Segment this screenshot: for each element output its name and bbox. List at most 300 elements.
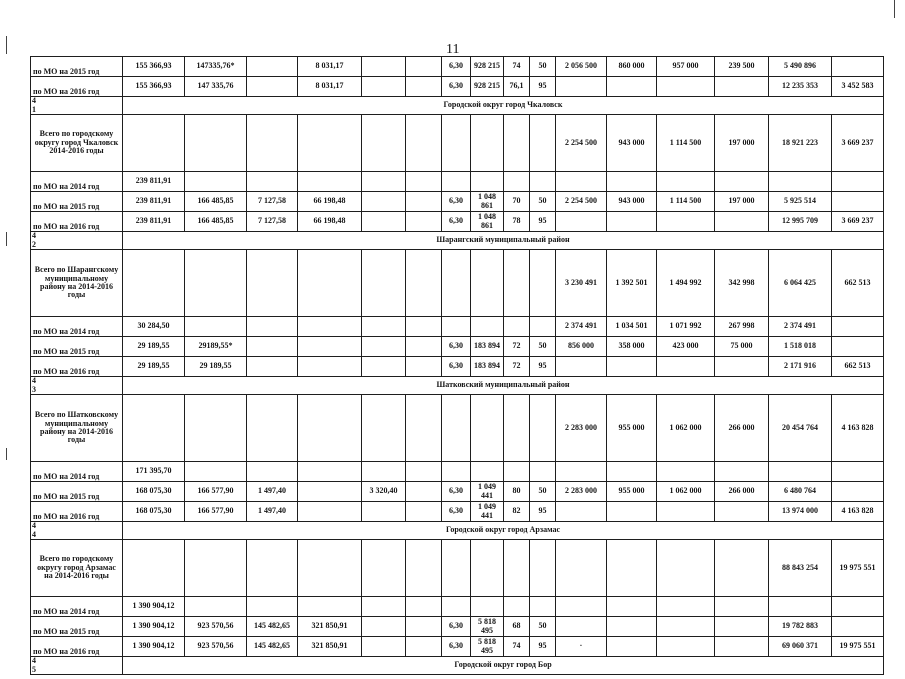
value-cell: 95: [530, 357, 556, 377]
value-cell: 342 998: [715, 250, 769, 317]
value-cell: [556, 462, 607, 482]
value-cell: 2 374 491: [556, 317, 607, 337]
value-cell: 1 494 992: [657, 250, 715, 317]
value-cell: [406, 337, 442, 357]
value-cell: 3 669 237: [832, 115, 884, 172]
value-cell: 1 071 992: [657, 317, 715, 337]
value-cell: 3 320,40: [362, 482, 406, 502]
section-code-digit: 4: [32, 657, 121, 665]
value-cell: 3 452 583: [832, 77, 884, 97]
value-cell: 1 497,40: [247, 502, 298, 522]
value-cell: [362, 540, 406, 597]
table-row: [31, 597, 884, 617]
value-cell: [298, 597, 362, 617]
value-cell: 239 811,91: [123, 172, 185, 192]
value-cell: [832, 617, 884, 637]
value-cell: [185, 172, 247, 192]
value-cell: [504, 597, 530, 617]
value-cell: [832, 337, 884, 357]
value-cell: [715, 172, 769, 192]
value-cell: 6,30: [442, 617, 471, 637]
value-cell: [298, 462, 362, 482]
row-label-cell: по МО на 2014 год: [31, 317, 123, 337]
value-cell: [247, 357, 298, 377]
value-cell: 423 000: [657, 337, 715, 357]
value-cell: 171 395,70: [123, 462, 185, 482]
table-row: [31, 192, 884, 212]
value-cell: 166 485,85: [185, 192, 247, 212]
row-label-cell: по МО на 2014 год: [31, 597, 123, 617]
row-label-cell: Всего по Шатковскому муниципальному району на 2014-2016 годы: [31, 395, 123, 462]
value-cell: [832, 482, 884, 502]
value-cell: 6,30: [442, 357, 471, 377]
value-cell: [406, 462, 442, 482]
value-cell: [247, 597, 298, 617]
housing-program-table: [30, 56, 884, 679]
value-cell: [607, 172, 657, 192]
value-cell: [715, 462, 769, 482]
value-cell: [123, 395, 185, 462]
value-cell: 2 171 916: [769, 357, 832, 377]
value-cell: [247, 115, 298, 172]
value-cell: 266 000: [715, 482, 769, 502]
value-cell: [657, 540, 715, 597]
value-cell: 29189,55*: [185, 337, 247, 357]
row-label-cell: Всего по городскому округу город Чкаловск 2014-2016 годы: [31, 115, 123, 172]
value-cell: 5 818 495: [471, 637, 504, 657]
value-cell: [298, 482, 362, 502]
value-cell: [657, 502, 715, 522]
value-cell: 50: [530, 57, 556, 77]
value-cell: 70: [504, 192, 530, 212]
section-header-row: [31, 657, 884, 675]
value-cell: 6,30: [442, 337, 471, 357]
value-cell: [657, 357, 715, 377]
value-cell: [362, 597, 406, 617]
section-code: [31, 522, 123, 540]
value-cell: [556, 212, 607, 232]
value-cell: 3 669 237: [832, 212, 884, 232]
table-row: [31, 482, 884, 502]
value-cell: [471, 115, 504, 172]
value-cell: 166 577,90: [185, 502, 247, 522]
value-cell: [362, 77, 406, 97]
value-cell: 76,1: [504, 77, 530, 97]
value-cell: 1 390 904,12: [123, 617, 185, 637]
value-cell: 197 000: [715, 192, 769, 212]
value-cell: 74: [504, 637, 530, 657]
value-cell: 197 000: [715, 115, 769, 172]
table-row: [31, 317, 884, 337]
value-cell: [607, 77, 657, 97]
value-cell: [657, 77, 715, 97]
value-cell: [406, 115, 442, 172]
value-cell: [715, 77, 769, 97]
value-cell: 80: [504, 482, 530, 502]
row-label-cell: по МО на 2015 год: [31, 337, 123, 357]
value-cell: [530, 597, 556, 617]
value-cell: 168 075,30: [123, 482, 185, 502]
table-row: [31, 617, 884, 637]
value-cell: [298, 357, 362, 377]
value-cell: [715, 357, 769, 377]
value-cell: 5 818 495: [471, 617, 504, 637]
value-cell: 7 127,58: [247, 212, 298, 232]
value-cell: 239 811,91: [123, 212, 185, 232]
value-cell: [298, 250, 362, 317]
value-cell: [504, 462, 530, 482]
value-cell: [832, 597, 884, 617]
value-cell: 29 189,55: [123, 357, 185, 377]
value-cell: 95: [530, 637, 556, 657]
value-cell: [832, 192, 884, 212]
value-cell: [607, 597, 657, 617]
value-cell: [442, 597, 471, 617]
value-cell: 95: [530, 502, 556, 522]
value-cell: [247, 462, 298, 482]
value-cell: [123, 540, 185, 597]
value-cell: [530, 317, 556, 337]
section-code-digit: 4: [32, 97, 121, 105]
section-code-digit: 4: [32, 232, 121, 240]
binder-mark: [6, 232, 7, 246]
value-cell: 8 031,17: [298, 77, 362, 97]
value-cell: [769, 172, 832, 192]
value-cell: 5 925 514: [769, 192, 832, 212]
value-cell: 2 254 500: [556, 192, 607, 212]
row-label-cell: по МО на 2015 год: [31, 57, 123, 77]
section-code: [31, 97, 123, 115]
value-cell: 955 000: [607, 482, 657, 502]
value-cell: [471, 172, 504, 192]
value-cell: [362, 462, 406, 482]
value-cell: 166 577,90: [185, 482, 247, 502]
value-cell: [406, 317, 442, 337]
value-cell: [298, 540, 362, 597]
value-cell: [406, 250, 442, 317]
section-header-row: [31, 97, 884, 115]
value-cell: [406, 212, 442, 232]
value-cell: 6,30: [442, 637, 471, 657]
value-cell: 69 060 371: [769, 637, 832, 657]
value-cell: [530, 395, 556, 462]
value-cell: 72: [504, 337, 530, 357]
value-cell: 183 894: [471, 337, 504, 357]
value-cell: 12 235 353: [769, 77, 832, 97]
value-cell: [406, 192, 442, 212]
value-cell: [442, 172, 471, 192]
page-number: 11: [446, 42, 459, 58]
value-cell: 2 254 500: [556, 115, 607, 172]
value-cell: 95: [530, 77, 556, 97]
table-row: [31, 337, 884, 357]
value-cell: 955 000: [607, 395, 657, 462]
row-label-cell: по МО на 2016 год: [31, 637, 123, 657]
value-cell: 239 500: [715, 57, 769, 77]
value-cell: [607, 540, 657, 597]
value-cell: 168 075,30: [123, 502, 185, 522]
value-cell: [362, 357, 406, 377]
value-cell: [504, 317, 530, 337]
value-cell: 1 049 441: [471, 502, 504, 522]
value-cell: [442, 250, 471, 317]
value-cell: 6,30: [442, 77, 471, 97]
section-code: [31, 657, 123, 675]
value-cell: [556, 172, 607, 192]
section-code-digit: 5: [32, 666, 121, 674]
section-header-row: [31, 522, 884, 540]
value-cell: 943 000: [607, 115, 657, 172]
value-cell: 923 570,56: [185, 617, 247, 637]
value-cell: [657, 212, 715, 232]
value-cell: 147335,76*: [185, 57, 247, 77]
value-cell: 19 782 883: [769, 617, 832, 637]
value-cell: [657, 617, 715, 637]
table-row: [31, 502, 884, 522]
value-cell: [556, 617, 607, 637]
value-cell: 13 974 000: [769, 502, 832, 522]
value-cell: [607, 462, 657, 482]
value-cell: 1 048 861: [471, 192, 504, 212]
value-cell: [298, 317, 362, 337]
value-cell: [442, 462, 471, 482]
value-cell: 1 034 501: [607, 317, 657, 337]
value-cell: [362, 172, 406, 192]
value-cell: 2 283 000: [556, 482, 607, 502]
value-cell: 662 513: [832, 357, 884, 377]
value-cell: [298, 172, 362, 192]
value-cell: [406, 357, 442, 377]
value-cell: 30 284,50: [123, 317, 185, 337]
value-cell: 147 335,76: [185, 77, 247, 97]
value-cell: [247, 77, 298, 97]
value-cell: [715, 617, 769, 637]
value-cell: 1 392 501: [607, 250, 657, 317]
value-cell: [442, 395, 471, 462]
value-cell: [471, 597, 504, 617]
section-title: Шарангский муниципальный район: [123, 232, 884, 250]
value-cell: 1 390 904,12: [123, 637, 185, 657]
value-cell: 6 064 425: [769, 250, 832, 317]
section-code-digit: 4: [32, 377, 121, 385]
value-cell: 66 198,48: [298, 192, 362, 212]
value-cell: 239 811,91: [123, 192, 185, 212]
value-cell: [406, 172, 442, 192]
value-cell: [471, 250, 504, 317]
row-label-cell: по МО на 2015 год: [31, 482, 123, 502]
value-cell: [471, 317, 504, 337]
value-cell: 856 000: [556, 337, 607, 357]
section-title: Шатковский муниципальный район: [123, 377, 884, 395]
value-cell: [607, 357, 657, 377]
value-cell: 50: [530, 337, 556, 357]
value-cell: [715, 540, 769, 597]
value-cell: [442, 317, 471, 337]
value-cell: [471, 395, 504, 462]
value-cell: 1 497,40: [247, 482, 298, 502]
row-label-cell: по МО на 2016 год: [31, 77, 123, 97]
value-cell: 1 049 441: [471, 482, 504, 502]
value-cell: [123, 250, 185, 317]
value-cell: 2 374 491: [769, 317, 832, 337]
value-cell: 6,30: [442, 482, 471, 502]
value-cell: [607, 617, 657, 637]
value-cell: [715, 502, 769, 522]
value-cell: [185, 597, 247, 617]
value-cell: 1 062 000: [657, 395, 715, 462]
section-header-row: [31, 232, 884, 250]
value-cell: [362, 115, 406, 172]
table-row: [31, 212, 884, 232]
value-cell: 74: [504, 57, 530, 77]
value-cell: [298, 395, 362, 462]
value-cell: [362, 192, 406, 212]
section-code: [31, 377, 123, 395]
value-cell: 4 163 828: [832, 502, 884, 522]
value-cell: [442, 115, 471, 172]
value-cell: [657, 462, 715, 482]
value-cell: [362, 617, 406, 637]
value-cell: [657, 597, 715, 617]
section-title: Городской округ город Чкаловск: [123, 97, 884, 115]
value-cell: [185, 395, 247, 462]
table-bottom-rule: [31, 675, 884, 679]
table-row: [31, 172, 884, 192]
value-cell: [657, 172, 715, 192]
value-cell: 6 480 764: [769, 482, 832, 502]
value-cell: [185, 317, 247, 337]
value-cell: 75 000: [715, 337, 769, 357]
value-cell: [530, 462, 556, 482]
value-cell: [406, 395, 442, 462]
total-row: [31, 115, 884, 172]
section-code-digit: 1: [32, 106, 121, 114]
value-cell: [247, 172, 298, 192]
value-cell: 943 000: [607, 192, 657, 212]
value-cell: [298, 337, 362, 357]
value-cell: 1 114 500: [657, 192, 715, 212]
value-cell: [185, 462, 247, 482]
section-code: [31, 232, 123, 250]
value-cell: 957 000: [657, 57, 715, 77]
section-header-row: [31, 377, 884, 395]
value-cell: [362, 57, 406, 77]
value-cell: 321 850,91: [298, 637, 362, 657]
value-cell: [715, 212, 769, 232]
value-cell: 19 975 551: [832, 637, 884, 657]
section-code-digit: 4: [32, 522, 121, 530]
value-cell: [406, 77, 442, 97]
value-cell: [406, 617, 442, 637]
value-cell: 19 975 551: [832, 540, 884, 597]
value-cell: [504, 250, 530, 317]
row-label-cell: по МО на 2014 год: [31, 462, 123, 482]
value-cell: [832, 57, 884, 77]
table-row: [31, 357, 884, 377]
binder-mark: [6, 36, 7, 54]
value-cell: 1 390 904,12: [123, 597, 185, 617]
value-cell: [471, 540, 504, 597]
value-cell: [247, 57, 298, 77]
value-cell: 860 000: [607, 57, 657, 77]
value-cell: 12 995 709: [769, 212, 832, 232]
value-cell: 50: [530, 482, 556, 502]
value-cell: 166 485,85: [185, 212, 247, 232]
value-cell: 18 921 223: [769, 115, 832, 172]
value-cell: [362, 337, 406, 357]
value-cell: 66 198,48: [298, 212, 362, 232]
value-cell: [530, 540, 556, 597]
value-cell: 6,30: [442, 192, 471, 212]
value-cell: 145 482,65: [247, 637, 298, 657]
value-cell: [442, 540, 471, 597]
section-title: Городской округ город Бор: [123, 657, 884, 675]
value-cell: [123, 115, 185, 172]
value-cell: 155 366,93: [123, 57, 185, 77]
value-cell: [406, 597, 442, 617]
value-cell: [362, 395, 406, 462]
value-cell: [504, 115, 530, 172]
total-row: [31, 540, 884, 597]
value-cell: [406, 482, 442, 502]
total-row: [31, 395, 884, 462]
value-cell: 2 283 000: [556, 395, 607, 462]
value-cell: [607, 502, 657, 522]
table-row: [31, 57, 884, 77]
table-row: [31, 462, 884, 482]
value-cell: 928 215: [471, 57, 504, 77]
value-cell: 2 056 500: [556, 57, 607, 77]
value-cell: [247, 337, 298, 357]
value-cell: 1 518 018: [769, 337, 832, 357]
value-cell: [530, 172, 556, 192]
value-cell: [471, 462, 504, 482]
value-cell: 358 000: [607, 337, 657, 357]
value-cell: [406, 540, 442, 597]
value-cell: [185, 115, 247, 172]
table-body: [31, 57, 884, 679]
value-cell: 4 163 828: [832, 395, 884, 462]
value-cell: 78: [504, 212, 530, 232]
value-cell: 29 189,55: [185, 357, 247, 377]
value-cell: 183 894: [471, 357, 504, 377]
value-cell: ·: [556, 637, 607, 657]
value-cell: 155 366,93: [123, 77, 185, 97]
table-row: [31, 77, 884, 97]
value-cell: [556, 597, 607, 617]
value-cell: 29 189,55: [123, 337, 185, 357]
row-label-cell: по МО на 2016 год: [31, 212, 123, 232]
value-cell: 6,30: [442, 502, 471, 522]
value-cell: 321 850,91: [298, 617, 362, 637]
value-cell: [504, 172, 530, 192]
value-cell: [247, 317, 298, 337]
value-cell: 50: [530, 617, 556, 637]
value-cell: 1 114 500: [657, 115, 715, 172]
value-cell: [504, 395, 530, 462]
value-cell: [362, 212, 406, 232]
value-cell: 145 482,65: [247, 617, 298, 637]
value-cell: [556, 540, 607, 597]
value-cell: [362, 317, 406, 337]
value-cell: 8 031,17: [298, 57, 362, 77]
value-cell: [607, 212, 657, 232]
value-cell: 95: [530, 212, 556, 232]
value-cell: [556, 77, 607, 97]
value-cell: [298, 115, 362, 172]
value-cell: 82: [504, 502, 530, 522]
value-cell: 923 570,56: [185, 637, 247, 657]
